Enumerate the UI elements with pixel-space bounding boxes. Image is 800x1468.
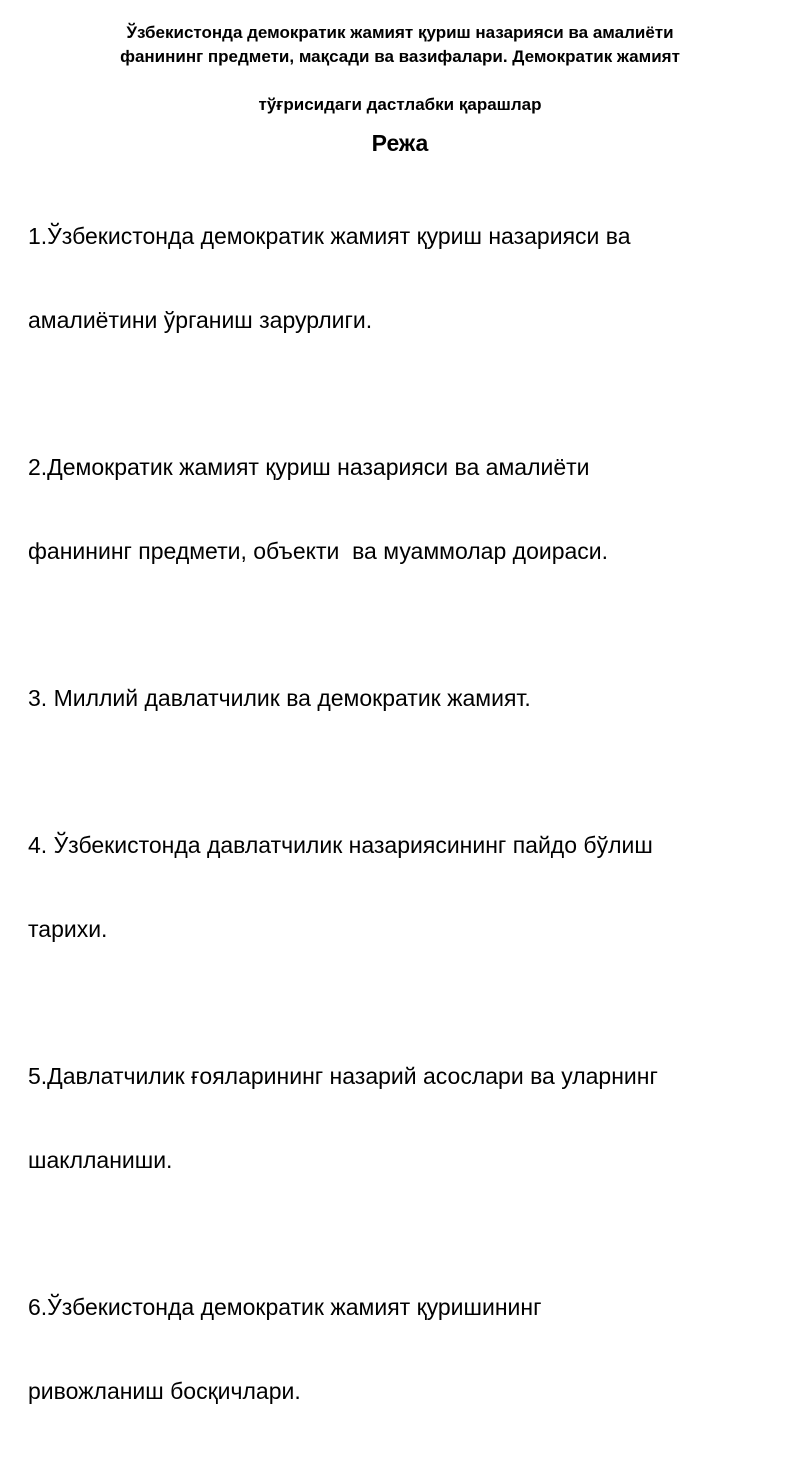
plan-item-6-line-2: ривожланиш босқичлари.	[28, 1378, 301, 1404]
plan-item-1	[28, 166, 778, 390]
plan-item-1-line-2: амалиётини ўрганиш зарурлиги.	[28, 307, 373, 333]
plan-item-5-line-2: шаклланиши.	[28, 1147, 173, 1173]
plan-item-4	[28, 775, 778, 999]
plan-item-4-line-1: 4. Ўзбекистонда давлатчилик назариясининг пайдо бўлиш	[28, 832, 653, 858]
plan-item-6-line-1: 6.Ўзбекистонда демократик жамият қуришининг	[28, 1294, 542, 1320]
plan-item-1-line-1: 1.Ўзбекистонда демократик жамият қуриш назарияси ва	[28, 223, 631, 249]
plan-item-4-line-2: тарихи.	[28, 916, 108, 942]
plan-item-3-line-1: 3. Миллий давлатчилик ва демократик жамият.	[28, 685, 531, 711]
plan-item-5-line-1: 5.Давлатчилик ғояларининг назарий асослари ва уларнинг	[28, 1063, 658, 1089]
plan-item-2-line-1: 2.Демократик жамият қуриш назарияси ва амалиёти	[28, 454, 590, 480]
plan-item-2-line-2: фанининг предмети, объекти ва муаммолар доираси.	[28, 538, 609, 564]
plan-item-5	[28, 1006, 778, 1230]
plan-item-2	[28, 397, 778, 621]
plan-list	[28, 166, 778, 1468]
slide-title	[40, 21, 760, 117]
title-line-1: Ўзбекистонда демократик жамият қуриш назарияси ва амалиёти	[126, 23, 674, 42]
plan-item-6	[28, 1237, 778, 1461]
plan-item-3	[28, 628, 778, 768]
title-line-2: фанининг предмети, мақсади ва вазифалари. Демократик жамият	[120, 47, 680, 66]
title-line-3: тўғрисидаги дастлабки қарашлар	[258, 95, 542, 114]
plan-heading: Режа	[371, 130, 429, 156]
